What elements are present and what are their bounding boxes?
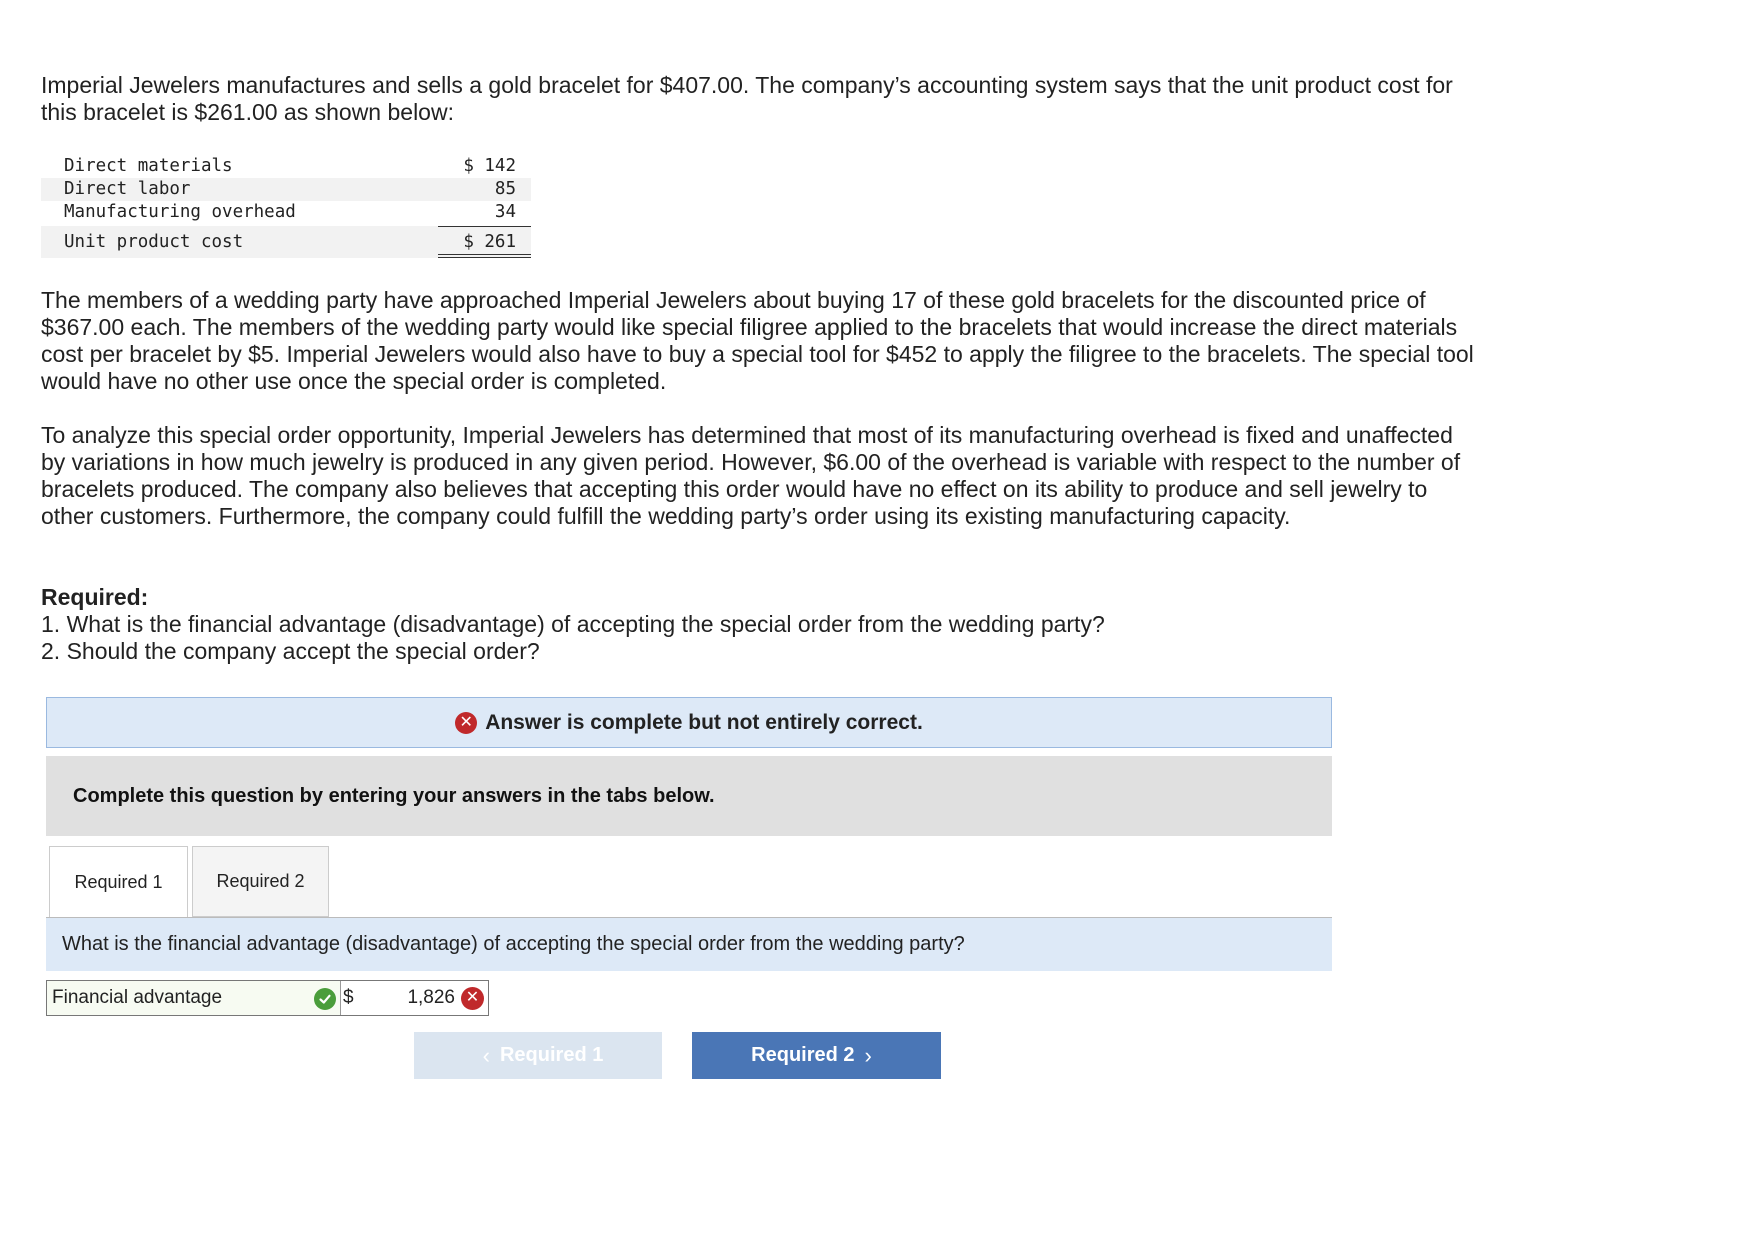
required-item: 1. What is the financial advantage (disadvantage) of accepting the special order from the wedding party? [41,611,1105,637]
cost-row [41,201,531,224]
next-button-label: Required 2 [751,1044,855,1066]
analysis-paragraph: To analyze this special order opportunity, Imperial Jewelers has determined that most of its manufacturing overhead is fixed and unaffected by variations in how much jewelry is produced in any given period. However, $6.00 of the overhead is variable with respect to the number of bracelets produced. The company also believes that accepting this order would have no effect on its ability to produce and sell jewelry to other customers. Furthermore, the company could fulfill the wedding party’s order using its existing manufacturing capacity. [41,422,1461,529]
required-item: 2. Should the company accept the special order? [41,638,540,664]
instruction-text: Complete this question by entering your answers in the tabs below. [73,784,715,807]
cost-label: Direct materials [64,156,233,176]
question-text: What is the financial advantage (disadvantage) of accepting the special order from the wedding party? [62,933,965,955]
chevron-left-icon: ‹ [482,1042,490,1068]
prev-required-button[interactable] [414,1032,662,1079]
cost-row [41,155,531,178]
cost-table [41,155,531,258]
required-title: Required: [41,584,149,610]
cost-total-value: $ 261 [463,232,516,252]
cost-label: Manufacturing overhead [64,202,296,222]
next-required-button[interactable] [692,1032,941,1079]
tab-required-1[interactable]: Required 1 [49,846,188,918]
check-circle-icon [314,988,336,1010]
answer-label-cell[interactable] [47,981,340,1015]
instruction-panel [46,756,1332,836]
cost-row [41,178,531,201]
answer-status-banner [46,697,1332,748]
total-double-rule [438,254,531,258]
cost-total-row [41,226,531,258]
cost-value: $ 142 [463,156,516,176]
prev-button-label: Required 1 [499,1044,604,1066]
cost-label: Direct labor [64,179,191,199]
status-message: Answer is complete but not entirely correct. [485,710,923,734]
answer-row [46,980,489,1016]
cost-value: 34 [494,202,516,222]
tab-required-2[interactable]: Required 2 [192,846,329,917]
wedding-order-paragraph: The members of a wedding party have approached Imperial Jewelers about buying 17 of these gold bracelets for the discounted price of $367.00 each. The members of the wedding party would like special filigree applied to the bracelets that would increase the direct materials cost per bracelet by $5. Imperial Jewelers would also have to buy a special tool for $452 to apply the filigree to the bracelets. The special tool would have no other use once the special order is completed. [41,287,1474,394]
currency-symbol: $ [340,981,358,1015]
chevron-right-icon: › [864,1042,872,1068]
question-bar [46,918,1332,971]
answer-value-input[interactable] [358,981,488,1015]
required-section [41,584,1481,665]
answer-value: 1,826 [407,987,455,1008]
intro-paragraph: Imperial Jewelers manufactures and sells a gold bracelet for $407.00. The company’s accounting system says that the unit product cost for this bracelet is $261.00 as shown below: [41,72,1453,125]
cost-value: 85 [494,179,516,199]
x-circle-icon: ✕ [461,987,484,1010]
cost-total-label: Unit product cost [64,232,244,252]
answer-label: Financial advantage [52,987,223,1008]
x-circle-icon: ✕ [455,712,477,734]
